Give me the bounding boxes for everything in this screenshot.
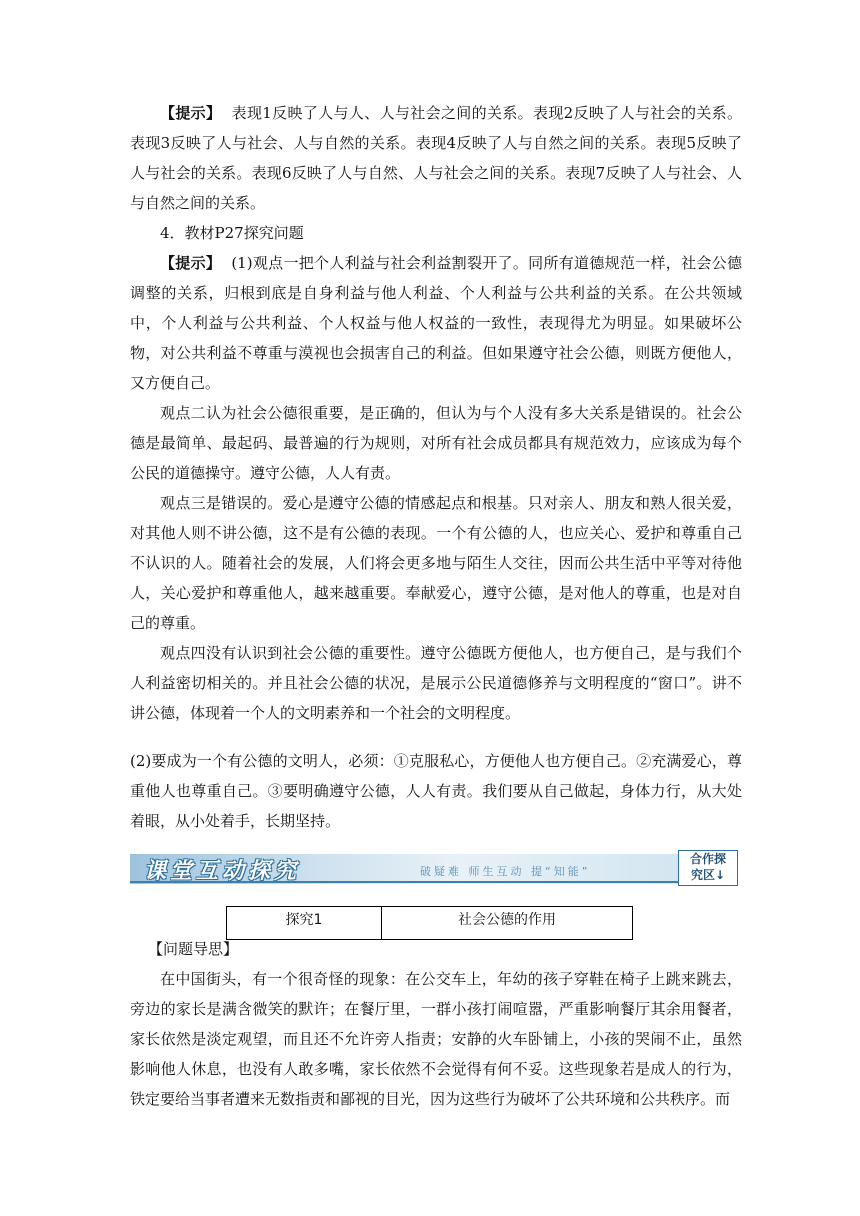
banner-box-line-1: 合作探 [689,852,726,866]
hint-text-1: 表现1反映了人与人、人与社会之间的关系。表现2反映了人与社会的关系。表现3反映了人与社会、人与自然的关系。表现4反映了人与自然之间的关系。表现5反映了人与社会的关系。表现6反映了人与自然、人与社会之间的关系。表现7反映了人与社会、人与自然之间的关系。 [130,104,742,212]
viewpoint-3-paragraph: 观点三是错误的。爱心是遵守公德的情感起点和根基。只对亲人、朋友和熟人很关爱，对其他人则不讲公德，这不是有公德的表现。一个有公德的人，也应关心、爱护和尊重自己不认识的人。随着社会的发展，人们将会更多地与陌生人交往，因而公共生活中平等对待他人，关心爱护和尊重他人，越来越重要。奉献爱心，遵守公德，是对他人的尊重，也是对自己的尊重。 [130,494,742,632]
banner-section-box [678,850,738,886]
table-cell-explore-topic: 社会公德的作用 [382,907,633,940]
hint-paragraph-2 [130,248,742,398]
guide-label: 【问题导思】 [148,940,239,958]
hint-label-2: 【提示】 [160,254,222,272]
banner-box-line-2: 究区↓ [690,868,726,882]
hint-label: 【提示】 [160,104,222,122]
hint-text-2: (1)观点一把个人利益与社会利益割裂开了。同所有道德规范一样，社会公德调整的关系，归根到底是自身利益与他人利益、个人利益与公共利益的关系。在公共领域中，个人利益与公共利益、个人权益与他人权益的一致性，表现得尤为明显。如果破坏公物，对公共利益不尊重与漠视也会损害自己的利益。但如果遵守社会公德，则既方便他人，又方便自己。 [130,254,742,392]
viewpoint-4-paragraph: 观点四没有认识到社会公德的重要性。遵守公德既方便他人，也方便自己，是与我们个人利益密切相关的。并且社会公德的状况，是展示公民道德修养与文明程度的“窗口”。讲不讲公德，体现着一个人的文明素养和一个社会的文明程度。 [130,644,742,722]
guide-paragraph: 在中国街头，有一个很奇怪的现象：在公交车上，年幼的孩子穿鞋在椅子上跳来跳去，旁边的家长是满含微笑的默许；在餐厅里，一群小孩打闹喧嚣，严重影响餐厅其余用餐者，家长依然是淡定观望，而且还不允许旁人指责；安静的火车卧铺上，小孩的哭闹不止，虽然影响他人休息，也没有人敢多嘴，家长依然不会觉得有何不妥。这些现象若是成人的行为，铁定要给当事者遭来无数指责和鄙视的目光，因为这些行为破坏了公共环境和公共秩序。而 [130,970,742,1108]
banner-subtitle: 破疑难 师生互动 提“知能” [420,865,591,878]
viewpoint-2-paragraph: 观点二认为社会公德很重要，是正确的，但认为与个人没有多大关系是错误的。社会公德是最简单、最起码、最普遍的行为规则，对所有社会成员都具有规范效力，应该成为每个公民的道德操守。遵守公德，人人有责。 [130,404,742,482]
item-4-heading: 4．教材P27探究问题 [160,224,304,242]
section-banner [130,848,738,888]
banner-title: 课堂互动探究 [144,858,301,884]
hint-paragraph-1 [130,98,742,218]
table-cell-explore-number: 探究1 [227,907,382,940]
answer-2-paragraph: (2)要成为一个有公德的文明人，必须：①克服私心，方便他人也方便自己。②充满爱心，尊重他人也尊重自己。③要明确遵守公德，人人有责。我们要从自己做起，身体力行，从大处着眼，从小处着手，长期坚持。 [130,752,742,830]
